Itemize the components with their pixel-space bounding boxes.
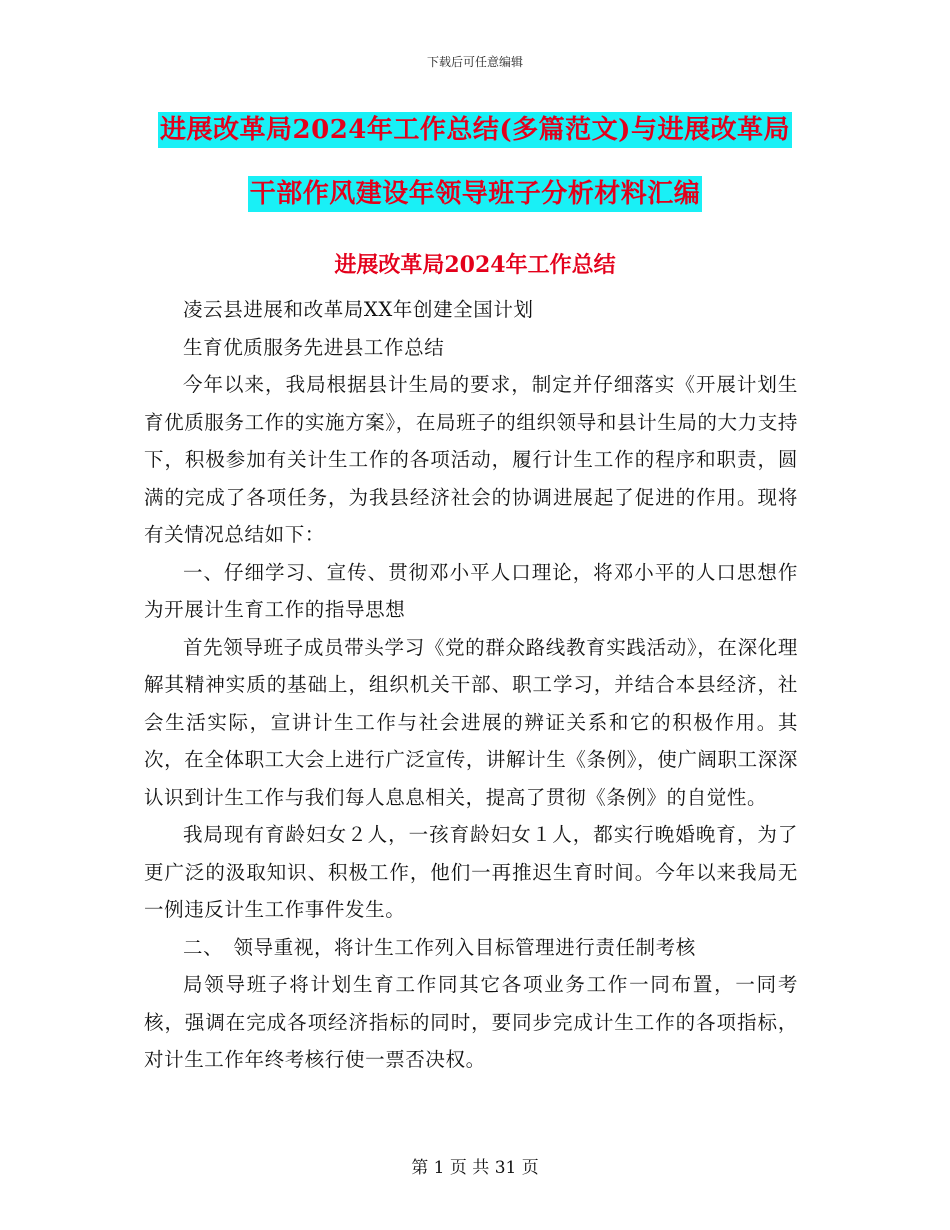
paragraph: 我局现有育龄妇女２人，一孩育龄妇女１人，都实行晚婚晚育，为了更广泛的汲取知识、积极工作，他们一再推迟生育时间。今年以来我局无一例违反计生工作事件发生。 — [144, 823, 798, 921]
document-title — [0, 112, 950, 240]
document-body — [144, 291, 798, 1079]
header-note: 下载后可任意编辑 — [426, 55, 523, 69]
paragraph: 一、仔细学习、宣传、贯彻邓小平人口理论，将邓小平的人口思想作为开展计生育工作的指导思想 — [144, 560, 798, 621]
paragraph: 二、 领导重视，将计生工作列入目标管理进行责任制考核 — [183, 935, 696, 959]
paragraph: 今年以来，我局根据县计生局的要求，制定并仔细落实《开展计划生育优质服务工作的实施方案》，在局班子的组织领导和县计生局的大力支持下，积极参加有关计生工作的各项活动，履行计生工作的程序和职责，圆满的完成了各项任务，为我县经济社会的协调进展起了促进的作用。现将有关情况总结如下： — [144, 373, 798, 546]
page-footer: 第 1 页 共 31 页 — [411, 1158, 539, 1178]
paragraph: 生育优质服务先进县工作总结 — [183, 335, 445, 359]
paragraph: 局领导班子将计划生育工作同其它各项业务工作一同布置，一同考核，强调在完成各项经济指标的同时，要同步完成计生工作的各项指标，对计生工作年终考核行使一票否决权。 — [144, 973, 798, 1071]
title-line-2: 干部作风建设年领导班子分析材料汇编 — [248, 176, 703, 212]
section-title: 进展改革局2024年工作总结 — [334, 252, 616, 278]
title-line-1: 进展改革局2024年工作总结(多篇范文)与进展改革局 — [158, 112, 792, 148]
paragraph: 凌云县进展和改革局XX年创建全国计划 — [183, 298, 534, 321]
paragraph: 首先领导班子成员带头学习《党的群众路线教育实践活动》，在深化理解其精神实质的基础上，组织机关干部、职工学习，并结合本县经济，社会生活实际，宣讲计生工作与社会进展的辨证关系和它的积极作用。其次，在全体职工大会上进行广泛宣传，讲解计生《条例》，使广阔职工深深认识到计生工作与我们每人息息相关，提高了贯彻《条例》的自觉性。 — [144, 635, 798, 809]
